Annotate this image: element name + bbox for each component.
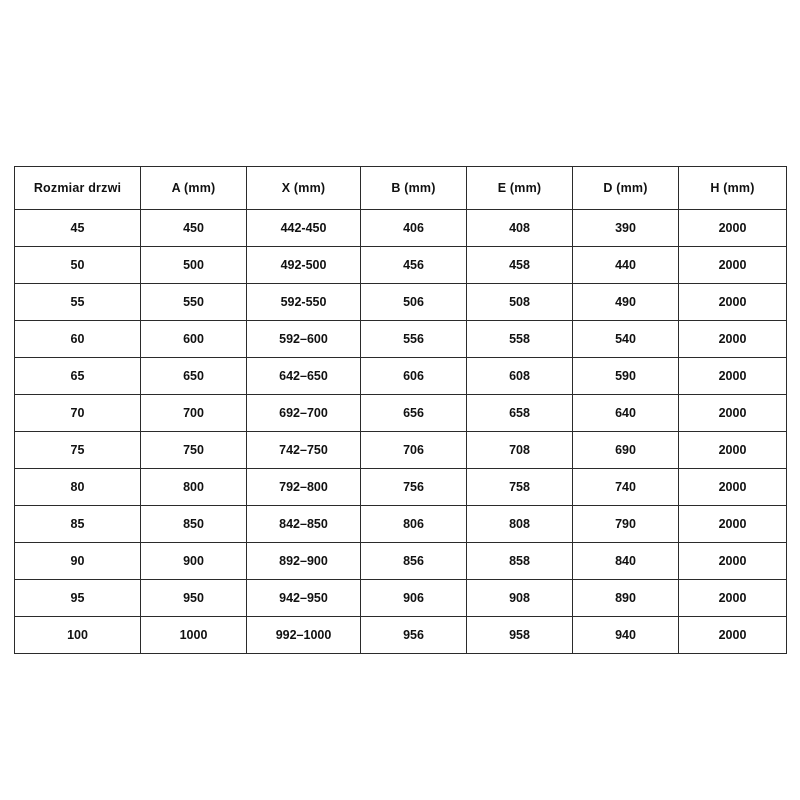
cell-x: 692–700 <box>247 395 361 432</box>
cell-e: 858 <box>467 543 573 580</box>
cell-door-size: 80 <box>15 469 141 506</box>
table-row <box>15 358 787 395</box>
cell-d: 390 <box>573 210 679 247</box>
cell-d: 590 <box>573 358 679 395</box>
cell-b: 856 <box>361 543 467 580</box>
column-header-a: A (mm) <box>141 167 247 210</box>
table-row <box>15 247 787 284</box>
cell-a: 650 <box>141 358 247 395</box>
column-header-door-size: Rozmiar drzwi <box>15 167 141 210</box>
cell-a: 600 <box>141 321 247 358</box>
table-row <box>15 580 787 617</box>
cell-d: 440 <box>573 247 679 284</box>
cell-x: 592–600 <box>247 321 361 358</box>
cell-d: 790 <box>573 506 679 543</box>
cell-h: 2000 <box>679 210 787 247</box>
cell-door-size: 65 <box>15 358 141 395</box>
cell-h: 2000 <box>679 395 787 432</box>
door-size-table <box>14 166 787 654</box>
table-row <box>15 543 787 580</box>
table-header <box>15 167 787 210</box>
cell-e: 658 <box>467 395 573 432</box>
cell-x: 592-550 <box>247 284 361 321</box>
cell-b: 906 <box>361 580 467 617</box>
cell-a: 500 <box>141 247 247 284</box>
cell-e: 958 <box>467 617 573 654</box>
cell-e: 808 <box>467 506 573 543</box>
cell-a: 750 <box>141 432 247 469</box>
cell-a: 950 <box>141 580 247 617</box>
door-size-table-container <box>14 166 786 654</box>
cell-a: 800 <box>141 469 247 506</box>
table-row <box>15 321 787 358</box>
cell-a: 900 <box>141 543 247 580</box>
cell-door-size: 90 <box>15 543 141 580</box>
table-row <box>15 284 787 321</box>
cell-h: 2000 <box>679 617 787 654</box>
cell-e: 708 <box>467 432 573 469</box>
table-body <box>15 210 787 654</box>
cell-h: 2000 <box>679 284 787 321</box>
table-row <box>15 432 787 469</box>
cell-x: 742–750 <box>247 432 361 469</box>
cell-d: 940 <box>573 617 679 654</box>
cell-b: 806 <box>361 506 467 543</box>
cell-door-size: 50 <box>15 247 141 284</box>
cell-d: 640 <box>573 395 679 432</box>
cell-door-size: 100 <box>15 617 141 654</box>
cell-e: 558 <box>467 321 573 358</box>
table-row <box>15 395 787 432</box>
column-header-d: D (mm) <box>573 167 679 210</box>
cell-d: 690 <box>573 432 679 469</box>
cell-b: 756 <box>361 469 467 506</box>
cell-d: 840 <box>573 543 679 580</box>
cell-b: 956 <box>361 617 467 654</box>
column-header-x: X (mm) <box>247 167 361 210</box>
cell-x: 892–900 <box>247 543 361 580</box>
cell-h: 2000 <box>679 580 787 617</box>
cell-e: 458 <box>467 247 573 284</box>
table-header-row <box>15 167 787 210</box>
cell-h: 2000 <box>679 432 787 469</box>
cell-x: 842–850 <box>247 506 361 543</box>
cell-d: 490 <box>573 284 679 321</box>
cell-d: 890 <box>573 580 679 617</box>
cell-h: 2000 <box>679 543 787 580</box>
cell-door-size: 95 <box>15 580 141 617</box>
cell-d: 540 <box>573 321 679 358</box>
cell-e: 508 <box>467 284 573 321</box>
cell-e: 408 <box>467 210 573 247</box>
table-row <box>15 469 787 506</box>
cell-e: 758 <box>467 469 573 506</box>
column-header-h: H (mm) <box>679 167 787 210</box>
cell-h: 2000 <box>679 247 787 284</box>
table-row <box>15 210 787 247</box>
cell-a: 550 <box>141 284 247 321</box>
cell-a: 1000 <box>141 617 247 654</box>
cell-h: 2000 <box>679 321 787 358</box>
cell-door-size: 75 <box>15 432 141 469</box>
cell-b: 556 <box>361 321 467 358</box>
cell-door-size: 45 <box>15 210 141 247</box>
cell-a: 450 <box>141 210 247 247</box>
cell-b: 456 <box>361 247 467 284</box>
cell-door-size: 55 <box>15 284 141 321</box>
cell-x: 942–950 <box>247 580 361 617</box>
cell-b: 656 <box>361 395 467 432</box>
cell-x: 642–650 <box>247 358 361 395</box>
column-header-b: B (mm) <box>361 167 467 210</box>
cell-b: 406 <box>361 210 467 247</box>
cell-b: 606 <box>361 358 467 395</box>
table-row <box>15 506 787 543</box>
cell-e: 608 <box>467 358 573 395</box>
cell-x: 792–800 <box>247 469 361 506</box>
cell-d: 740 <box>573 469 679 506</box>
cell-b: 506 <box>361 284 467 321</box>
cell-a: 700 <box>141 395 247 432</box>
column-header-e: E (mm) <box>467 167 573 210</box>
cell-h: 2000 <box>679 469 787 506</box>
cell-x: 992–1000 <box>247 617 361 654</box>
cell-b: 706 <box>361 432 467 469</box>
cell-door-size: 70 <box>15 395 141 432</box>
cell-door-size: 85 <box>15 506 141 543</box>
cell-a: 850 <box>141 506 247 543</box>
cell-e: 908 <box>467 580 573 617</box>
cell-h: 2000 <box>679 358 787 395</box>
cell-x: 442-450 <box>247 210 361 247</box>
cell-door-size: 60 <box>15 321 141 358</box>
table-row <box>15 617 787 654</box>
cell-h: 2000 <box>679 506 787 543</box>
cell-x: 492-500 <box>247 247 361 284</box>
